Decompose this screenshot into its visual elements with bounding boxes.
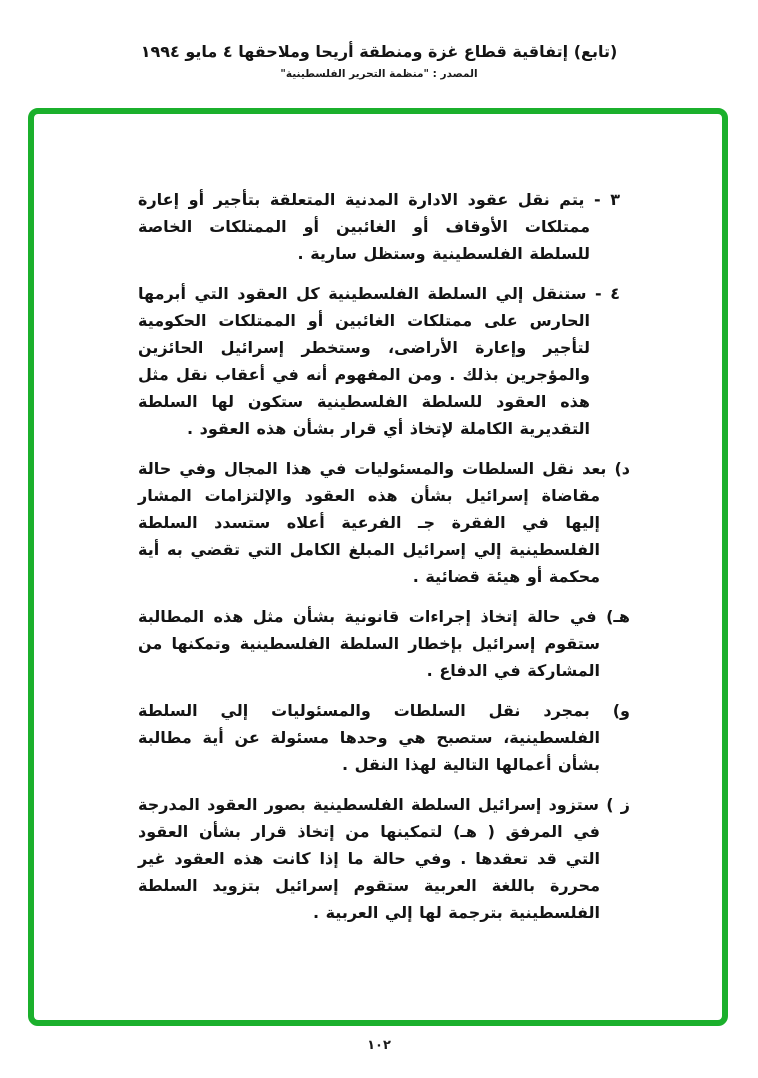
page-number: ١٠٢ [367,1038,391,1053]
content-border-box [28,108,728,1026]
paragraph-item-zay: ز ) ستزود إسرائيل السلطة الفلسطينية بصور العقود المدرجة في المرفق ( هـ) لتمكينها من إتخاذ قرار بشأن العقود التي قد تعقدها . وفي حالة ما إذا كانت هذه العقود غير محررة باللغة العربية ستقوم إسرائيل بتزويد السلطة الفلسطينية بترجمة لها إلي العربية . [138,795,630,922]
source-line: المصدر : "منظمة التحرير الفلسطينية" [280,68,478,80]
paragraph-item-3: ٣ - يتم نقل عقود الادارة المدنية المتعلقة بتأجير أو إعارة ممتلكات الأوقاف أو الغائبين أو الممتلكات الخاصة للسلطة الفلسطينية وستظل سارية . [138,190,620,263]
paragraph-item-4: ٤ - ستنقل إلي السلطة الفلسطينية كل العقود التي أبرمها الحارس على ممتلكات الغائبين أو الممتلكات الحكومية لتأجير وإعارة الأراضى، وستخطر إسرائيل الحائزين والمؤجرين بذلك . ومن المفهوم أنه في أعقاب نقل مثل هذه العقود للسلطة الفلسطينية ستكون لها السلطة التقديرية الكاملة لإتخاذ أي قرار بشأن هذه العقود . [138,284,620,438]
paragraph-item-dal: د) بعد نقل السلطات والمسئوليات في هذا المجال وفي حالة مقاضاة إسرائيل بشأن هذه العقود والإلتزامات المشار إليها في الفقرة جـ الفرعية أعلاه ستسدد السلطة الفلسطينية إلي إسرائيل المبلغ الكامل التي تقضي به أية محكمة أو هيئة قضائية . [138,459,630,586]
document-title: (تابع) إتفاقية قطاع غزة ومنطقة أريحا وملاحقها ٤ مايو ١٩٩٤ [140,42,618,61]
paragraph-item-waw: و) بمجرد نقل السلطات والمسئوليات إلي السلطة الفلسطينية، ستصبح هي وحدها مسئولة عن أية مطالبة بشأن أعمالها التالية لهذا النقل . [138,701,630,774]
paragraph-item-ha: هـ) في حالة إتخاذ إجراءات قانونية بشأن مثل هذه المطالبة ستقوم إسرائيل بإخطار السلطة الفلسطينية وتمكنها من المشاركة في الدفاع . [138,607,630,680]
page-header [0,42,758,80]
document-text [138,186,630,939]
